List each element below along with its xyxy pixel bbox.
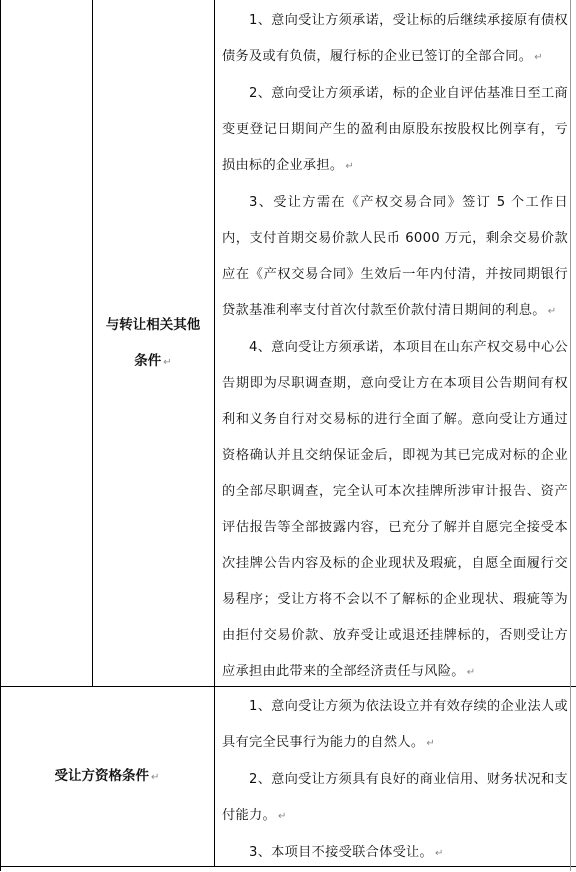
paragraph-text: 3、本项目不接受联合体受让。 — [249, 845, 434, 860]
paragraph-mark: ↵ — [345, 161, 355, 172]
paragraph-text: 2、意向受让方须具有良好的商业信用、财务状况和支付能力。 — [222, 772, 568, 823]
qualification-paragraph-2 — [222, 762, 568, 835]
other-conditions-label-line1: 与转让相关其他 — [105, 317, 201, 333]
table-border-left — [0, 0, 1, 871]
paragraph-mark: ↵ — [277, 811, 287, 822]
paragraph-mark: ↵ — [163, 357, 172, 368]
other-conditions-label — [92, 307, 214, 381]
paragraph-text: 1、意向受让方须承诺，受让标的后继续承接原有债权债务及或有负债，履行标的企业已签订的全部合同。 — [222, 13, 568, 64]
qualification-label-text: 受让方资格条件 — [54, 768, 150, 784]
other-conditions-content — [222, 3, 568, 691]
qualification-content — [222, 689, 568, 872]
condition-paragraph-3 — [222, 185, 568, 330]
condition-paragraph-4 — [222, 330, 568, 691]
paragraph-mark: ↵ — [435, 848, 444, 859]
paragraph-text: 2、意向受让方须承诺，标的企业自评估基准日至工商变更登记日期间产生的盈利由原股东按股权比例享有，亏损由标的企业承担。 — [222, 86, 568, 173]
paragraph-text: 1、意向受让方须为依法设立并有效存续的企业法人或具有完全民事行为能力的自然人。 — [222, 699, 568, 750]
paragraph-mark: ↵ — [426, 738, 435, 749]
paragraph-mark: ↵ — [534, 52, 543, 63]
condition-paragraph-2 — [222, 76, 568, 185]
qualification-label — [0, 758, 214, 796]
paragraph-text: 4、意向受让方须承诺，本项目在山东产权交易中心公告期即为尽职调查期，意向受让方在本项目公告期间有权利和义务自行对交易标的进行全面了解。意向受让方通过资格确认并且交纳保证金后，即视为其已完成对标的企业的全部尽职调查，完全认可本次挂牌所涉审计报告、资产评估报告等全部披露内容，已充分了解并自愿完全接受本次挂牌公告内容及标的企业现状及瑕疵，自愿全面履行交易程序；受让方将不会以不了解标的企业现状、瑕疵等为由拒付交易价款、放弃受让或退还挂牌标的，否则受让方应承担由此带来的全部经济责任与风险。 — [222, 340, 568, 679]
paragraph-mark: ↵ — [151, 772, 160, 783]
other-conditions-label-line2: 条件 — [134, 353, 162, 369]
page-margin-line — [570, 0, 571, 871]
column-divider-2 — [214, 0, 215, 866]
paragraph-mark: ↵ — [466, 667, 476, 678]
condition-paragraph-1 — [222, 3, 568, 76]
paragraph-text: 3、受让方需在《产权交易合同》签订 5 个工作日内，支付首期交易价款人民币 6000 万元，剩余交易价款应在《产权交易合同》生效后一年内付清，并按同期银行贷款基准利率支付首次付款至价款付清日期间的利息。 — [222, 195, 568, 318]
qualification-paragraph-3 — [222, 835, 568, 872]
qualification-paragraph-1 — [222, 689, 568, 762]
paragraph-mark: ↵ — [547, 306, 557, 317]
